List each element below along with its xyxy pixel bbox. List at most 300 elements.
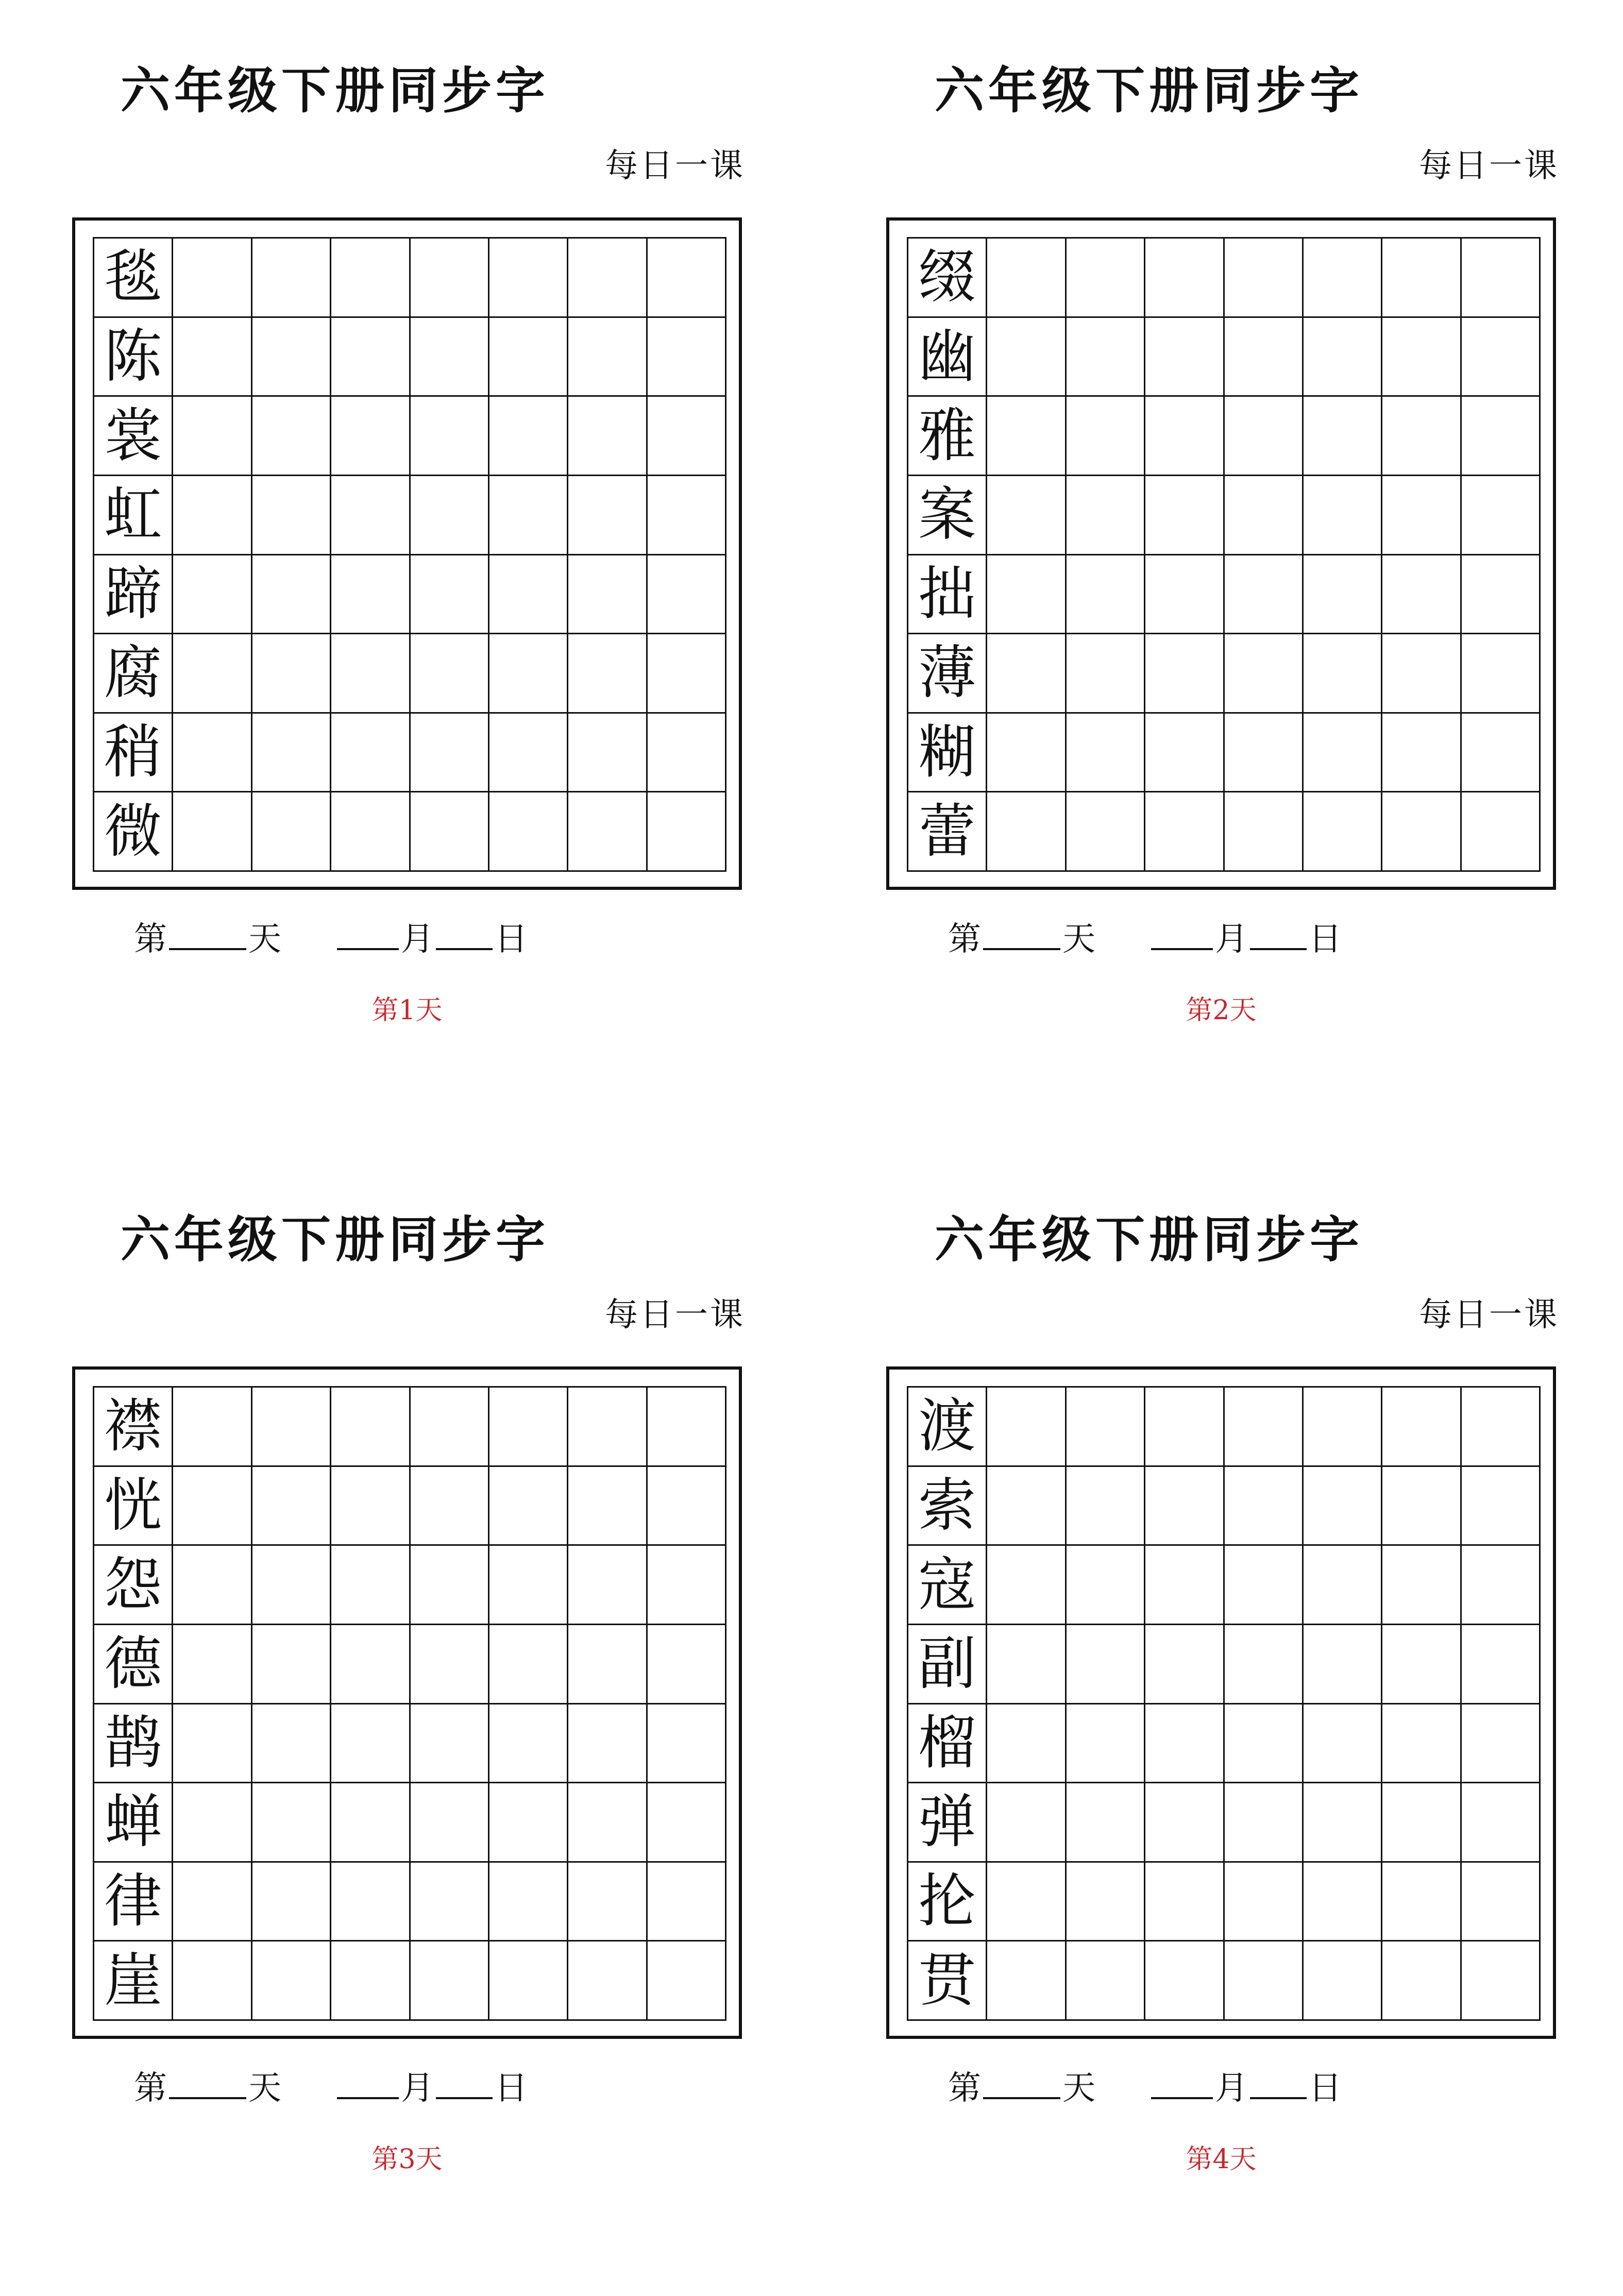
practice-cell[interactable] xyxy=(1145,239,1224,318)
practice-cell[interactable] xyxy=(331,1546,410,1625)
practice-cell[interactable] xyxy=(252,792,331,872)
practice-cell[interactable] xyxy=(1304,634,1382,714)
practice-cell[interactable] xyxy=(1145,1783,1224,1863)
practice-cell[interactable] xyxy=(1304,714,1382,793)
practice-cell[interactable] xyxy=(411,1467,489,1546)
worksheet-subtitle: 每日一课 xyxy=(605,1296,745,1334)
practice-cell[interactable] xyxy=(1462,239,1541,318)
model-character: 襟 xyxy=(94,1388,173,1467)
practice-cell[interactable] xyxy=(648,318,726,397)
practice-cell[interactable] xyxy=(1145,634,1224,714)
practice-cell[interactable] xyxy=(173,1546,252,1625)
practice-cell[interactable] xyxy=(987,318,1066,397)
practice-cell[interactable] xyxy=(648,634,726,714)
practice-cell[interactable] xyxy=(173,1704,252,1784)
practice-cell[interactable] xyxy=(411,239,489,318)
practice-grid-frame xyxy=(72,1366,742,2039)
practice-cell[interactable] xyxy=(1382,1388,1461,1467)
date-line xyxy=(948,922,1515,956)
model-character: 副 xyxy=(908,1625,987,1704)
practice-cell[interactable] xyxy=(489,318,568,397)
practice-cell[interactable] xyxy=(1304,1467,1382,1546)
practice-cell[interactable] xyxy=(1382,1863,1461,1942)
practice-cell[interactable] xyxy=(1225,1863,1304,1942)
practice-cell[interactable] xyxy=(252,714,331,793)
practice-cell[interactable] xyxy=(173,1388,252,1467)
date-line xyxy=(134,922,701,956)
practice-cell[interactable] xyxy=(1304,239,1382,318)
practice-cell[interactable] xyxy=(648,1625,726,1704)
practice-cell[interactable] xyxy=(1067,1942,1145,2021)
practice-cell[interactable] xyxy=(1304,476,1382,555)
practice-cell[interactable] xyxy=(1225,555,1304,635)
practice-cell[interactable] xyxy=(1145,1704,1224,1784)
practice-cell[interactable] xyxy=(987,476,1066,555)
practice-cell[interactable] xyxy=(568,1704,647,1784)
day-of-month-blank[interactable] xyxy=(436,2071,493,2099)
practice-cell[interactable] xyxy=(411,1546,489,1625)
worksheet-subtitle: 每日一课 xyxy=(605,147,745,185)
practice-cell[interactable] xyxy=(568,792,647,872)
day-number-blank[interactable] xyxy=(169,2071,246,2099)
practice-cell[interactable] xyxy=(1382,1467,1461,1546)
practice-cell[interactable] xyxy=(987,1942,1066,2021)
practice-cell[interactable] xyxy=(411,1704,489,1784)
practice-cell[interactable] xyxy=(1382,1783,1461,1863)
practice-cell[interactable] xyxy=(489,1467,568,1546)
day-of-month-blank[interactable] xyxy=(1250,2071,1307,2099)
practice-cell[interactable] xyxy=(987,397,1066,476)
worksheet-subtitle: 每日一课 xyxy=(1419,147,1559,185)
practice-cell[interactable] xyxy=(1067,1863,1145,1942)
practice-cell[interactable] xyxy=(987,1467,1066,1546)
practice-cell[interactable] xyxy=(1462,397,1541,476)
model-character: 寇 xyxy=(908,1546,987,1625)
practice-cell[interactable] xyxy=(1462,1546,1541,1625)
model-character: 糊 xyxy=(908,714,987,793)
practice-cell[interactable] xyxy=(1225,1467,1304,1546)
practice-cell[interactable] xyxy=(1382,239,1461,318)
practice-cell[interactable] xyxy=(1145,1625,1224,1704)
model-character: 毯 xyxy=(94,239,173,318)
practice-cell[interactable] xyxy=(648,397,726,476)
practice-cell[interactable] xyxy=(331,1467,410,1546)
practice-cell[interactable] xyxy=(411,318,489,397)
practice-cell[interactable] xyxy=(1225,476,1304,555)
worksheet-title: 六年级下册同步字 xyxy=(935,1210,1363,1269)
practice-cell[interactable] xyxy=(648,1863,726,1942)
practice-cell[interactable] xyxy=(331,476,410,555)
date-di-label: 第 xyxy=(134,920,167,958)
practice-cell[interactable] xyxy=(411,1388,489,1467)
date-tian-label: 天 xyxy=(248,920,281,958)
practice-cell[interactable] xyxy=(1145,792,1224,872)
practice-cell[interactable] xyxy=(1145,397,1224,476)
practice-cell[interactable] xyxy=(1067,1467,1145,1546)
practice-cell[interactable] xyxy=(1382,1625,1461,1704)
practice-cell[interactable] xyxy=(252,1546,331,1625)
practice-cell[interactable] xyxy=(173,555,252,635)
date-di-label: 第 xyxy=(134,2069,167,2107)
date-tian-label: 天 xyxy=(1062,2069,1095,2107)
practice-cell[interactable] xyxy=(1067,397,1145,476)
practice-cell[interactable] xyxy=(1067,555,1145,635)
practice-cell[interactable] xyxy=(173,1783,252,1863)
practice-cell[interactable] xyxy=(987,1388,1066,1467)
day-number-blank[interactable] xyxy=(169,922,246,950)
practice-cell[interactable] xyxy=(1462,634,1541,714)
worksheet-panel-1 xyxy=(0,0,745,1031)
practice-cell[interactable] xyxy=(173,397,252,476)
date-ri-label: 日 xyxy=(495,920,528,958)
practice-cell[interactable] xyxy=(252,476,331,555)
practice-cell[interactable] xyxy=(173,1863,252,1942)
practice-cell[interactable] xyxy=(1067,239,1145,318)
practice-cell[interactable] xyxy=(1462,1783,1541,1863)
practice-cell[interactable] xyxy=(987,634,1066,714)
practice-cell[interactable] xyxy=(1382,1942,1461,2021)
practice-grid xyxy=(907,237,1541,872)
practice-cell[interactable] xyxy=(987,1625,1066,1704)
date-ri-label: 日 xyxy=(1309,2069,1342,2107)
practice-cell[interactable] xyxy=(1304,1388,1382,1467)
practice-cell[interactable] xyxy=(1462,1942,1541,2021)
practice-cell[interactable] xyxy=(331,1625,410,1704)
practice-cell[interactable] xyxy=(1304,1704,1382,1784)
practice-cell[interactable] xyxy=(411,476,489,555)
practice-cell[interactable] xyxy=(1462,1704,1541,1784)
practice-cell[interactable] xyxy=(489,634,568,714)
practice-cell[interactable] xyxy=(331,714,410,793)
month-blank[interactable] xyxy=(1151,922,1213,950)
practice-cell[interactable] xyxy=(411,1783,489,1863)
model-character: 陈 xyxy=(94,318,173,397)
practice-cell[interactable] xyxy=(489,1625,568,1704)
practice-cell[interactable] xyxy=(568,1625,647,1704)
practice-cell[interactable] xyxy=(1225,1783,1304,1863)
practice-cell[interactable] xyxy=(1304,1625,1382,1704)
model-character: 崖 xyxy=(94,1942,173,2021)
model-character: 裳 xyxy=(94,397,173,476)
practice-cell[interactable] xyxy=(987,239,1066,318)
practice-cell[interactable] xyxy=(1225,792,1304,872)
practice-grid xyxy=(93,237,726,872)
practice-cell[interactable] xyxy=(489,1783,568,1863)
practice-cell[interactable] xyxy=(1225,1388,1304,1467)
practice-cell[interactable] xyxy=(489,1863,568,1942)
practice-cell[interactable] xyxy=(1145,1388,1224,1467)
practice-cell[interactable] xyxy=(252,634,331,714)
date-di-label: 第 xyxy=(948,2069,981,2107)
model-character: 虹 xyxy=(94,476,173,555)
model-character: 渡 xyxy=(908,1388,987,1467)
practice-cell[interactable] xyxy=(252,1704,331,1784)
practice-cell[interactable] xyxy=(1382,634,1461,714)
practice-cell[interactable] xyxy=(1225,634,1304,714)
day-number-blank[interactable] xyxy=(983,922,1060,950)
date-tian-label: 天 xyxy=(1062,920,1095,958)
practice-cell[interactable] xyxy=(1225,1942,1304,2021)
date-ri-label: 日 xyxy=(1309,920,1342,958)
practice-cell[interactable] xyxy=(1382,555,1461,635)
practice-cell[interactable] xyxy=(1382,1546,1461,1625)
month-blank[interactable] xyxy=(1151,2071,1213,2099)
model-character: 蹄 xyxy=(94,555,173,635)
practice-cell[interactable] xyxy=(173,1625,252,1704)
practice-cell[interactable] xyxy=(252,555,331,635)
practice-cell[interactable] xyxy=(1067,318,1145,397)
practice-cell[interactable] xyxy=(489,1546,568,1625)
practice-cell[interactable] xyxy=(411,634,489,714)
practice-cell[interactable] xyxy=(252,1625,331,1704)
practice-cell[interactable] xyxy=(1462,792,1541,872)
practice-cell[interactable] xyxy=(489,714,568,793)
practice-cell[interactable] xyxy=(331,634,410,714)
practice-cell[interactable] xyxy=(173,318,252,397)
practice-cell[interactable] xyxy=(411,714,489,793)
day-number-blank[interactable] xyxy=(983,2071,1060,2099)
practice-cell[interactable] xyxy=(1225,397,1304,476)
model-character: 拙 xyxy=(908,555,987,635)
practice-cell[interactable] xyxy=(489,555,568,635)
practice-cell[interactable] xyxy=(648,1942,726,2021)
date-yue-label: 月 xyxy=(1215,2069,1248,2107)
practice-cell[interactable] xyxy=(1067,1783,1145,1863)
practice-cell[interactable] xyxy=(1382,714,1461,793)
practice-cell[interactable] xyxy=(987,1704,1066,1784)
worksheet-title: 六年级下册同步字 xyxy=(121,61,549,120)
practice-cell[interactable] xyxy=(648,239,726,318)
date-tian-label: 天 xyxy=(248,2069,281,2107)
model-character: 德 xyxy=(94,1625,173,1704)
practice-cell[interactable] xyxy=(173,714,252,793)
practice-grid xyxy=(93,1386,726,2021)
practice-cell[interactable] xyxy=(648,555,726,635)
practice-cell[interactable] xyxy=(1462,1467,1541,1546)
practice-cell[interactable] xyxy=(331,555,410,635)
practice-cell[interactable] xyxy=(1145,476,1224,555)
model-character: 怨 xyxy=(94,1546,173,1625)
practice-cell[interactable] xyxy=(1304,397,1382,476)
practice-cell[interactable] xyxy=(568,1546,647,1625)
worksheet-title: 六年级下册同步字 xyxy=(935,61,1363,120)
practice-cell[interactable] xyxy=(568,397,647,476)
practice-cell[interactable] xyxy=(987,1863,1066,1942)
practice-cell[interactable] xyxy=(1304,1546,1382,1625)
worksheet-panel-2 xyxy=(814,0,1559,1031)
practice-cell[interactable] xyxy=(331,792,410,872)
practice-cell[interactable] xyxy=(331,1388,410,1467)
practice-cell[interactable] xyxy=(1145,1942,1224,2021)
practice-cell[interactable] xyxy=(1304,792,1382,872)
practice-cell[interactable] xyxy=(173,239,252,318)
practice-cell[interactable] xyxy=(489,476,568,555)
practice-cell[interactable] xyxy=(411,397,489,476)
practice-cell[interactable] xyxy=(568,555,647,635)
practice-cell[interactable] xyxy=(489,792,568,872)
practice-cell[interactable] xyxy=(568,714,647,793)
practice-cell[interactable] xyxy=(648,792,726,872)
day-label: 第3天 xyxy=(371,2144,443,2175)
practice-cell[interactable] xyxy=(1382,318,1461,397)
practice-cell[interactable] xyxy=(411,1625,489,1704)
practice-cell[interactable] xyxy=(252,1942,331,2021)
date-yue-label: 月 xyxy=(401,920,434,958)
practice-cell[interactable] xyxy=(987,1546,1066,1625)
model-character: 稍 xyxy=(94,714,173,793)
practice-cell[interactable] xyxy=(1382,476,1461,555)
month-blank[interactable] xyxy=(337,922,399,950)
practice-cell[interactable] xyxy=(1462,714,1541,793)
practice-cell[interactable] xyxy=(1462,555,1541,635)
model-character: 恍 xyxy=(94,1467,173,1546)
practice-cell[interactable] xyxy=(648,1388,726,1467)
model-character: 弹 xyxy=(908,1783,987,1863)
practice-cell[interactable] xyxy=(987,1783,1066,1863)
practice-cell[interactable] xyxy=(252,1388,331,1467)
practice-cell[interactable] xyxy=(568,318,647,397)
practice-cell[interactable] xyxy=(1067,476,1145,555)
model-character: 幽 xyxy=(908,318,987,397)
model-character: 缀 xyxy=(908,239,987,318)
practice-cell[interactable] xyxy=(1067,1388,1145,1467)
practice-cell[interactable] xyxy=(1145,1467,1224,1546)
practice-cell[interactable] xyxy=(331,397,410,476)
practice-cell[interactable] xyxy=(568,1942,647,2021)
practice-cell[interactable] xyxy=(1145,714,1224,793)
practice-cell[interactable] xyxy=(648,1467,726,1546)
practice-cell[interactable] xyxy=(411,1863,489,1942)
practice-cell[interactable] xyxy=(568,1863,647,1942)
practice-cell[interactable] xyxy=(1304,1783,1382,1863)
practice-cell[interactable] xyxy=(489,1942,568,2021)
practice-cell[interactable] xyxy=(1067,1625,1145,1704)
day-of-month-blank[interactable] xyxy=(1250,922,1307,950)
practice-cell[interactable] xyxy=(568,1467,647,1546)
practice-cell[interactable] xyxy=(411,792,489,872)
practice-cell[interactable] xyxy=(331,318,410,397)
practice-cell[interactable] xyxy=(1382,792,1461,872)
practice-cell[interactable] xyxy=(568,1388,647,1467)
practice-cell[interactable] xyxy=(1145,1546,1224,1625)
practice-cell[interactable] xyxy=(1225,239,1304,318)
practice-grid-frame xyxy=(886,217,1556,890)
practice-cell[interactable] xyxy=(489,397,568,476)
practice-cell[interactable] xyxy=(1225,1704,1304,1784)
practice-cell[interactable] xyxy=(331,239,410,318)
practice-cell[interactable] xyxy=(1462,1388,1541,1467)
practice-cell[interactable] xyxy=(1462,318,1541,397)
practice-cell[interactable] xyxy=(987,792,1066,872)
month-blank[interactable] xyxy=(337,2071,399,2099)
practice-cell[interactable] xyxy=(489,239,568,318)
practice-cell[interactable] xyxy=(1067,792,1145,872)
practice-cell[interactable] xyxy=(648,1704,726,1784)
practice-cell[interactable] xyxy=(987,555,1066,635)
practice-cell[interactable] xyxy=(331,1704,410,1784)
practice-cell[interactable] xyxy=(1304,1863,1382,1942)
practice-cell[interactable] xyxy=(1304,318,1382,397)
practice-cell[interactable] xyxy=(568,476,647,555)
practice-cell[interactable] xyxy=(1225,714,1304,793)
practice-cell[interactable] xyxy=(1067,714,1145,793)
model-character: 案 xyxy=(908,476,987,555)
practice-cell[interactable] xyxy=(568,239,647,318)
practice-cell[interactable] xyxy=(173,634,252,714)
practice-cell[interactable] xyxy=(987,714,1066,793)
practice-cell[interactable] xyxy=(1462,476,1541,555)
practice-cell[interactable] xyxy=(331,1783,410,1863)
day-of-month-blank[interactable] xyxy=(436,922,493,950)
practice-cell[interactable] xyxy=(331,1942,410,2021)
practice-cell[interactable] xyxy=(252,397,331,476)
practice-cell[interactable] xyxy=(1225,1546,1304,1625)
day-label: 第2天 xyxy=(1186,995,1257,1026)
practice-cell[interactable] xyxy=(648,1783,726,1863)
practice-cell[interactable] xyxy=(1304,1942,1382,2021)
practice-cell[interactable] xyxy=(331,1863,410,1942)
practice-cell[interactable] xyxy=(648,1546,726,1625)
practice-cell[interactable] xyxy=(1145,1863,1224,1942)
worksheet-title: 六年级下册同步字 xyxy=(121,1210,549,1269)
model-character: 微 xyxy=(94,792,173,872)
practice-cell[interactable] xyxy=(252,1863,331,1942)
practice-cell[interactable] xyxy=(1462,1863,1541,1942)
practice-cell[interactable] xyxy=(252,1783,331,1863)
practice-cell[interactable] xyxy=(1382,1704,1461,1784)
practice-cell[interactable] xyxy=(173,476,252,555)
practice-cell[interactable] xyxy=(489,1704,568,1784)
practice-cell[interactable] xyxy=(411,555,489,635)
practice-cell[interactable] xyxy=(568,634,647,714)
practice-cell[interactable] xyxy=(648,714,726,793)
practice-cell[interactable] xyxy=(252,1467,331,1546)
practice-cell[interactable] xyxy=(1382,397,1461,476)
practice-grid-frame xyxy=(886,1366,1556,2039)
practice-cell[interactable] xyxy=(252,239,331,318)
model-character: 蕾 xyxy=(908,792,987,872)
model-character: 雅 xyxy=(908,397,987,476)
model-character: 律 xyxy=(94,1863,173,1942)
practice-cell[interactable] xyxy=(648,476,726,555)
practice-cell[interactable] xyxy=(568,1783,647,1863)
practice-cell[interactable] xyxy=(1304,555,1382,635)
practice-cell[interactable] xyxy=(1067,1546,1145,1625)
practice-cell[interactable] xyxy=(173,1942,252,2021)
practice-cell[interactable] xyxy=(411,1942,489,2021)
day-label: 第4天 xyxy=(1186,2144,1257,2175)
practice-cell[interactable] xyxy=(1145,318,1224,397)
practice-cell[interactable] xyxy=(252,318,331,397)
practice-cell[interactable] xyxy=(1145,555,1224,635)
practice-cell[interactable] xyxy=(1225,1625,1304,1704)
practice-cell[interactable] xyxy=(173,792,252,872)
practice-grid xyxy=(907,1386,1541,2021)
practice-cell[interactable] xyxy=(1225,318,1304,397)
practice-cell[interactable] xyxy=(489,1388,568,1467)
worksheet-panel-4 xyxy=(814,1149,1559,2180)
model-character: 鹊 xyxy=(94,1704,173,1784)
practice-grid-frame xyxy=(72,217,742,890)
practice-cell[interactable] xyxy=(1067,1704,1145,1784)
practice-cell[interactable] xyxy=(173,1467,252,1546)
practice-cell[interactable] xyxy=(1462,1625,1541,1704)
practice-cell[interactable] xyxy=(1067,634,1145,714)
date-line xyxy=(134,2071,701,2105)
day-label: 第1天 xyxy=(371,995,443,1026)
date-yue-label: 月 xyxy=(401,2069,434,2107)
worksheet-panel-3 xyxy=(0,1149,745,2180)
